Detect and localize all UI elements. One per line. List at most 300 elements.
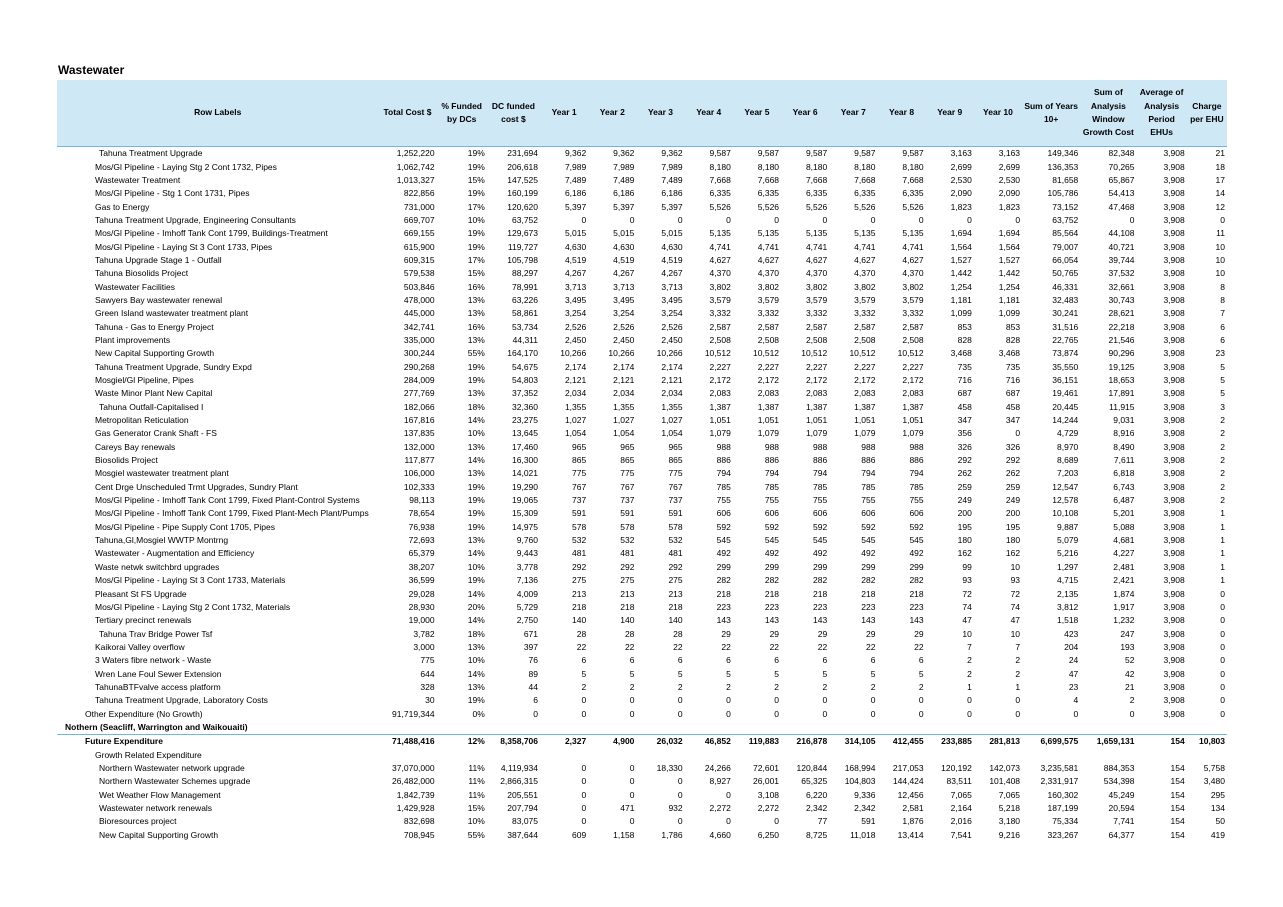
value-cell[interactable]: 1,079 xyxy=(757,428,780,439)
value-cell[interactable]: 2,034 xyxy=(613,388,635,399)
value-cell[interactable] xyxy=(926,748,974,761)
value-cell[interactable]: 0 xyxy=(1015,214,1021,225)
value-cell[interactable]: 6 xyxy=(629,655,635,666)
value-cell[interactable]: 0 xyxy=(581,708,587,719)
value-cell[interactable]: 3,908 xyxy=(1163,214,1185,225)
value-cell[interactable]: 347 xyxy=(957,415,972,426)
row-label[interactable]: New Capital Supporting Growth xyxy=(99,829,219,840)
value-cell[interactable]: 18 xyxy=(1215,161,1225,172)
value-cell[interactable]: 3,908 xyxy=(1163,188,1185,199)
value-cell[interactable]: 5 xyxy=(726,668,731,679)
value-cell[interactable]: 1 xyxy=(1015,681,1021,692)
value-cell[interactable]: 3,908 xyxy=(1163,375,1185,386)
value-cell[interactable]: 5,218 xyxy=(998,803,1021,814)
value-cell[interactable]: 223 xyxy=(861,601,876,612)
value-cell[interactable]: 0 xyxy=(1220,681,1225,692)
value-cell[interactable]: 72,601 xyxy=(753,762,780,773)
value-cell[interactable]: 445,000 xyxy=(403,308,435,319)
value-cell[interactable]: 0 xyxy=(581,776,587,787)
value-cell[interactable]: 231,694 xyxy=(507,148,539,159)
value-cell[interactable]: 6,186 xyxy=(613,188,635,199)
value-cell[interactable]: 11,018 xyxy=(850,829,876,840)
value-cell[interactable]: 37,532 xyxy=(1108,268,1135,279)
row-label[interactable]: Gas to Energy xyxy=(95,201,150,212)
value-cell[interactable]: 1,254 xyxy=(950,281,972,292)
value-cell[interactable]: 70,265 xyxy=(1108,161,1135,172)
value-cell[interactable]: 1,527 xyxy=(998,254,1021,265)
value-cell[interactable]: 117,877 xyxy=(404,455,435,466)
value-cell[interactable]: 2,331,917 xyxy=(1040,776,1079,787)
value-cell[interactable]: 10,803 xyxy=(1187,735,1227,749)
value-cell[interactable]: 886 xyxy=(861,455,876,466)
value-cell[interactable]: 22 xyxy=(576,641,587,652)
value-cell[interactable]: 129,673 xyxy=(507,228,539,239)
value-cell[interactable]: 0 xyxy=(774,708,780,719)
value-cell[interactable]: 12,456 xyxy=(897,789,924,800)
value-cell[interactable]: 3,908 xyxy=(1163,161,1185,172)
value-cell[interactable]: 1,876 xyxy=(902,816,924,827)
value-cell[interactable]: 965 xyxy=(572,441,587,452)
value-cell[interactable]: 0 xyxy=(774,214,780,225)
value-cell[interactable]: 5 xyxy=(1220,375,1225,386)
value-cell[interactable]: 2,227 xyxy=(757,361,780,372)
row-label[interactable]: Mos/Gl Pipeline - Laying St 3 Cont 1733, Pipes xyxy=(95,241,273,252)
value-cell[interactable]: 295 xyxy=(1210,789,1225,800)
value-cell[interactable]: 262 xyxy=(957,468,972,479)
value-cell[interactable]: 6 xyxy=(1220,334,1225,345)
value-cell[interactable]: 20,594 xyxy=(1108,803,1135,814)
value-cell[interactable]: 1,027 xyxy=(661,415,683,426)
value-cell[interactable]: 23 xyxy=(1215,348,1225,359)
value-cell[interactable]: 13% xyxy=(467,441,485,452)
value-cell[interactable]: 292 xyxy=(668,561,683,572)
value-cell[interactable]: 7,489 xyxy=(613,174,635,185)
value-cell[interactable]: 6 xyxy=(774,655,780,666)
value-cell[interactable]: 10 xyxy=(962,628,972,639)
value-cell[interactable]: 1,079 xyxy=(902,428,924,439)
value-cell[interactable]: 5,135 xyxy=(805,228,828,239)
row-label[interactable]: Tahuna Trav Bridge Power Tsf xyxy=(99,628,213,639)
value-cell[interactable]: 853 xyxy=(1005,321,1021,332)
value-cell[interactable]: 47 xyxy=(1010,615,1021,626)
row-label[interactable]: Tahuna Treatment Upgrade xyxy=(99,148,203,159)
value-cell[interactable]: 164,170 xyxy=(507,348,539,359)
value-cell[interactable]: 10 xyxy=(1010,561,1021,572)
value-cell[interactable]: 3,908 xyxy=(1163,254,1185,265)
value-cell[interactable]: 2,172 xyxy=(709,375,731,386)
value-cell[interactable]: 200 xyxy=(957,508,972,519)
value-cell[interactable]: 223 xyxy=(909,601,924,612)
value-cell[interactable]: 19% xyxy=(467,375,485,386)
value-cell[interactable]: 7,203 xyxy=(1057,468,1079,479)
value-cell[interactable]: 292 xyxy=(1005,455,1021,466)
value-cell[interactable]: 8,358,706 xyxy=(487,735,540,749)
value-cell[interactable]: 15% xyxy=(467,174,485,185)
value-cell[interactable]: 218 xyxy=(764,588,780,599)
value-cell[interactable]: 14% xyxy=(467,415,485,426)
value-cell[interactable]: 591 xyxy=(572,508,587,519)
value-cell[interactable]: 3,579 xyxy=(902,294,924,305)
value-cell[interactable]: 213 xyxy=(620,588,635,599)
value-cell[interactable]: 55% xyxy=(467,348,485,359)
value-cell[interactable]: 5,216 xyxy=(1057,548,1079,559)
value-cell[interactable]: 356 xyxy=(957,428,972,439)
value-cell[interactable]: 578 xyxy=(668,521,683,532)
column-header[interactable]: Year 2 xyxy=(588,80,636,147)
value-cell[interactable]: 988 xyxy=(716,441,731,452)
value-cell[interactable]: 7 xyxy=(1015,641,1021,652)
value-cell[interactable]: 794 xyxy=(861,468,876,479)
value-cell[interactable]: 5 xyxy=(870,668,876,679)
value-cell[interactable]: 3,908 xyxy=(1163,521,1185,532)
value-cell[interactable]: 2,034 xyxy=(564,388,587,399)
value-cell[interactable]: 23,275 xyxy=(512,415,539,426)
value-cell[interactable]: 76,938 xyxy=(408,521,435,532)
value-cell[interactable]: 12,547 xyxy=(1052,481,1079,492)
value-cell[interactable]: 55% xyxy=(467,829,485,840)
value-cell[interactable]: 0 xyxy=(677,776,683,787)
value-cell[interactable]: 0 xyxy=(822,708,828,719)
value-cell[interactable]: 9,336 xyxy=(854,789,876,800)
value-cell[interactable]: 1 xyxy=(1220,521,1225,532)
row-label[interactable]: Tahuna Treatment Upgrade, Sundry Expd xyxy=(95,361,252,372)
value-cell[interactable]: 785 xyxy=(861,481,876,492)
value-cell[interactable]: 2,083 xyxy=(854,388,876,399)
value-cell[interactable] xyxy=(487,721,540,735)
value-cell[interactable]: 3,802 xyxy=(805,281,828,292)
value-cell[interactable]: 578 xyxy=(620,521,635,532)
value-cell[interactable]: 8,180 xyxy=(805,161,828,172)
value-cell[interactable]: 5,397 xyxy=(661,201,683,212)
value-cell[interactable]: 6,487 xyxy=(1113,495,1135,506)
value-cell[interactable]: 19,000 xyxy=(408,615,435,626)
value-cell[interactable]: 106,000 xyxy=(403,468,435,479)
value-cell[interactable]: 3,908 xyxy=(1163,495,1185,506)
value-cell[interactable]: 3,713 xyxy=(564,281,587,292)
value-cell[interactable]: 2,508 xyxy=(854,334,876,345)
value-cell[interactable]: 292 xyxy=(620,561,635,572)
value-cell[interactable]: 28 xyxy=(624,628,635,639)
value-cell[interactable]: 2,866,315 xyxy=(500,776,539,787)
value-cell[interactable]: 4,741 xyxy=(902,241,924,252)
value-cell[interactable]: 19,461 xyxy=(1052,388,1079,399)
value-cell[interactable]: 18% xyxy=(467,628,485,639)
value-cell[interactable]: 2 xyxy=(967,668,972,679)
value-cell[interactable]: 30,743 xyxy=(1108,294,1135,305)
value-cell[interactable] xyxy=(588,748,636,761)
value-cell[interactable]: 1,079 xyxy=(805,428,828,439)
value-cell[interactable]: 13% xyxy=(467,294,485,305)
value-cell[interactable]: 2 xyxy=(581,681,587,692)
value-cell[interactable]: 32,661 xyxy=(1108,281,1135,292)
value-cell[interactable]: 737 xyxy=(572,495,587,506)
value-cell[interactable]: 7,065 xyxy=(950,789,972,800)
value-cell[interactable]: 5,526 xyxy=(805,201,828,212)
value-cell[interactable]: 299 xyxy=(813,561,828,572)
value-cell[interactable]: 0 xyxy=(581,214,587,225)
value-cell[interactable]: 1,564 xyxy=(998,241,1021,252)
value-cell[interactable]: 14 xyxy=(1215,188,1225,199)
value-cell[interactable]: 785 xyxy=(716,481,731,492)
value-cell[interactable]: 1,051 xyxy=(854,415,876,426)
value-cell[interactable]: 14,244 xyxy=(1052,415,1079,426)
value-cell[interactable]: 644 xyxy=(420,668,435,679)
value-cell[interactable]: 85,564 xyxy=(1052,228,1079,239)
value-cell[interactable]: 988 xyxy=(764,441,780,452)
value-cell[interactable]: 143 xyxy=(716,615,731,626)
row-label[interactable]: Mos/Gl Pipeline - Imhoff Tank Cont 1799, Fixed Plant-Mech Plant/Pumps xyxy=(95,508,369,519)
value-cell[interactable]: 10% xyxy=(467,214,485,225)
value-cell[interactable]: 35,550 xyxy=(1052,361,1079,372)
value-cell[interactable]: 2,526 xyxy=(564,321,587,332)
value-cell[interactable]: 1,027 xyxy=(564,415,587,426)
value-cell[interactable]: 737 xyxy=(620,495,635,506)
value-cell[interactable]: 592 xyxy=(764,521,780,532)
value-cell[interactable]: 4,729 xyxy=(1057,428,1079,439)
row-label[interactable]: Wastewater Facilities xyxy=(95,281,175,292)
row-label[interactable]: New Capital Supporting Growth xyxy=(95,348,215,359)
value-cell[interactable]: 168,994 xyxy=(844,762,876,773)
value-cell[interactable]: 545 xyxy=(861,535,876,546)
value-cell[interactable] xyxy=(540,721,588,735)
value-cell[interactable]: 7,668 xyxy=(902,174,924,185)
value-cell[interactable]: 37,070,000 xyxy=(392,762,435,773)
value-cell[interactable]: 16,300 xyxy=(512,455,539,466)
row-label[interactable]: 3 Waters fibre network - Waste xyxy=(95,655,212,666)
value-cell[interactable] xyxy=(1080,748,1136,761)
value-cell[interactable]: 2 xyxy=(726,681,731,692)
value-cell[interactable]: 3,235,581 xyxy=(1040,762,1079,773)
value-cell[interactable]: 259 xyxy=(1005,481,1021,492)
value-cell[interactable]: 22 xyxy=(673,641,683,652)
value-cell[interactable]: 180 xyxy=(957,535,972,546)
value-cell[interactable]: 3,908 xyxy=(1163,401,1185,412)
value-cell[interactable]: 3,908 xyxy=(1163,201,1185,212)
row-label[interactable]: Northern Wastewater Schemes upgrade xyxy=(99,776,251,787)
value-cell[interactable]: 481 xyxy=(620,548,635,559)
value-cell[interactable]: 3,495 xyxy=(564,294,587,305)
value-cell[interactable]: 21,546 xyxy=(1108,334,1135,345)
value-cell[interactable]: 3,579 xyxy=(805,294,828,305)
value-cell[interactable]: 828 xyxy=(957,334,972,345)
value-cell[interactable]: 0 xyxy=(1015,708,1021,719)
value-cell[interactable]: 3,332 xyxy=(805,308,828,319)
value-cell[interactable]: 213 xyxy=(668,588,683,599)
value-cell[interactable]: 2,450 xyxy=(613,334,635,345)
value-cell[interactable]: 44,311 xyxy=(512,334,539,345)
value-cell[interactable]: 4,267 xyxy=(613,268,635,279)
value-cell[interactable] xyxy=(1137,721,1187,735)
value-cell[interactable]: 1 xyxy=(1220,548,1225,559)
value-cell[interactable]: 4,715 xyxy=(1057,575,1079,586)
row-label[interactable]: Northern Wastewater network upgrade xyxy=(99,762,245,773)
value-cell[interactable]: 3,908 xyxy=(1163,228,1185,239)
value-cell[interactable]: 3,908 xyxy=(1163,174,1185,185)
value-cell[interactable]: 578 xyxy=(572,521,587,532)
value-cell[interactable]: 299 xyxy=(909,561,924,572)
value-cell[interactable]: 89 xyxy=(528,668,539,679)
value-cell[interactable]: 54,675 xyxy=(512,361,539,372)
value-cell[interactable]: 73,152 xyxy=(1052,201,1079,212)
value-cell[interactable]: 6 xyxy=(581,655,587,666)
value-cell[interactable]: 29 xyxy=(865,628,876,639)
row-label[interactable]: Wastewater Treatment xyxy=(95,174,181,185)
value-cell[interactable]: 4,009 xyxy=(516,588,539,599)
value-cell[interactable]: 886 xyxy=(909,455,924,466)
value-cell[interactable]: 775 xyxy=(620,468,635,479)
value-cell[interactable]: 2,174 xyxy=(661,361,683,372)
value-cell[interactable]: 2,090 xyxy=(998,188,1021,199)
column-header[interactable]: Year 3 xyxy=(636,80,684,147)
value-cell[interactable]: 785 xyxy=(909,481,924,492)
value-cell[interactable]: 10% xyxy=(467,428,485,439)
column-header[interactable]: Total Cost $ xyxy=(378,80,436,147)
value-cell[interactable]: 105,786 xyxy=(1047,188,1079,199)
value-cell[interactable]: 4,741 xyxy=(805,241,828,252)
value-cell[interactable]: 0 xyxy=(1220,588,1225,599)
value-cell[interactable]: 22 xyxy=(817,641,828,652)
value-cell[interactable]: 19% xyxy=(467,161,485,172)
value-cell[interactable]: 24 xyxy=(1068,655,1079,666)
value-cell[interactable]: 36,599 xyxy=(408,575,435,586)
value-cell[interactable]: 2,450 xyxy=(564,334,587,345)
value-cell[interactable]: 31,516 xyxy=(1052,321,1079,332)
value-cell[interactable]: 1,099 xyxy=(950,308,972,319)
value-cell[interactable]: 0 xyxy=(581,762,587,773)
value-cell[interactable]: 8,916 xyxy=(1113,428,1135,439)
value-cell[interactable]: 15% xyxy=(467,268,485,279)
value-cell[interactable]: 534,398 xyxy=(1103,776,1135,787)
value-cell[interactable]: 7,989 xyxy=(613,161,635,172)
value-cell[interactable]: 44,108 xyxy=(1108,228,1135,239)
value-cell[interactable] xyxy=(974,748,1022,761)
value-cell[interactable]: 6 xyxy=(677,655,683,666)
value-cell[interactable]: 143 xyxy=(909,615,924,626)
value-cell[interactable]: 78,991 xyxy=(512,281,539,292)
value-cell[interactable]: 755 xyxy=(813,495,828,506)
value-cell[interactable] xyxy=(877,748,925,761)
value-cell[interactable]: 2,526 xyxy=(613,321,635,332)
value-cell[interactable]: 5 xyxy=(774,668,780,679)
value-cell[interactable]: 32,483 xyxy=(1052,294,1079,305)
row-label[interactable]: Wren Lane Foul Sewer Extension xyxy=(95,668,222,679)
value-cell[interactable]: 7,741 xyxy=(1113,816,1135,827)
value-cell[interactable]: 8,180 xyxy=(854,161,876,172)
value-cell[interactable]: 65,379 xyxy=(408,548,435,559)
value-cell[interactable]: 218 xyxy=(716,588,731,599)
value-cell[interactable]: 0 xyxy=(629,695,635,706)
value-cell[interactable]: 9,443 xyxy=(516,548,539,559)
value-cell[interactable]: 2,034 xyxy=(661,388,683,399)
value-cell[interactable]: 2,227 xyxy=(854,361,876,372)
value-cell[interactable]: 2,172 xyxy=(805,375,828,386)
value-cell[interactable]: 716 xyxy=(1005,375,1021,386)
value-cell[interactable]: 3,908 xyxy=(1163,441,1185,452)
value-cell[interactable]: 42 xyxy=(1125,668,1135,679)
value-cell[interactable]: 187,199 xyxy=(1047,803,1079,814)
value-cell[interactable]: 2 xyxy=(1220,428,1225,439)
value-cell[interactable]: 6,818 xyxy=(1113,468,1135,479)
value-cell[interactable]: 22,765 xyxy=(1052,334,1079,345)
value-cell[interactable] xyxy=(685,721,733,735)
value-cell[interactable]: 2,587 xyxy=(709,321,731,332)
value-cell[interactable]: 5,526 xyxy=(757,201,780,212)
value-cell[interactable] xyxy=(1022,748,1080,761)
value-cell[interactable]: 0 xyxy=(581,803,587,814)
value-cell[interactable]: 23 xyxy=(1068,681,1079,692)
value-cell[interactable]: 3,908 xyxy=(1163,641,1185,652)
value-cell[interactable]: 5,758 xyxy=(1203,762,1225,773)
value-cell[interactable]: 5 xyxy=(1220,361,1225,372)
value-cell[interactable]: 2,450 xyxy=(661,334,683,345)
value-cell[interactable]: 299 xyxy=(861,561,876,572)
value-cell[interactable]: 299 xyxy=(716,561,731,572)
value-cell[interactable]: 5 xyxy=(581,668,587,679)
value-cell[interactable]: 1 xyxy=(1220,575,1225,586)
value-cell[interactable]: 21 xyxy=(1125,681,1135,692)
value-cell[interactable]: 423 xyxy=(1064,628,1079,639)
value-cell[interactable]: 615,900 xyxy=(403,241,435,252)
value-cell[interactable]: 4,630 xyxy=(613,241,635,252)
value-cell[interactable]: 22 xyxy=(721,641,731,652)
value-cell[interactable]: 11% xyxy=(468,776,485,787)
value-cell[interactable]: 9,887 xyxy=(1057,521,1079,532)
value-cell[interactable]: 26,001 xyxy=(753,776,780,787)
value-cell[interactable]: 247 xyxy=(1120,628,1135,639)
value-cell[interactable]: 5,526 xyxy=(854,201,876,212)
value-cell[interactable]: 162 xyxy=(1005,548,1021,559)
value-cell[interactable]: 3,468 xyxy=(998,348,1021,359)
value-cell[interactable]: 30,241 xyxy=(1052,308,1079,319)
value-cell[interactable]: 1,786 xyxy=(661,829,683,840)
value-cell[interactable]: 14% xyxy=(467,615,485,626)
value-cell[interactable]: 335,000 xyxy=(403,334,435,345)
value-cell[interactable]: 13,645 xyxy=(512,428,539,439)
value-cell[interactable]: 90,296 xyxy=(1108,348,1135,359)
value-cell[interactable]: 412,455 xyxy=(877,735,925,749)
value-cell[interactable]: 5,526 xyxy=(709,201,731,212)
value-cell[interactable]: 4,660 xyxy=(709,829,731,840)
value-cell[interactable]: 26,482,000 xyxy=(392,776,435,787)
value-cell[interactable]: 886 xyxy=(764,455,780,466)
value-cell[interactable]: 2,272 xyxy=(709,803,731,814)
value-cell[interactable]: 397 xyxy=(523,641,539,652)
value-cell[interactable]: 105,798 xyxy=(507,254,539,265)
value-cell[interactable]: 0 xyxy=(870,214,876,225)
value-cell[interactable]: 6,186 xyxy=(564,188,587,199)
value-cell[interactable]: 4,370 xyxy=(757,268,780,279)
value-cell[interactable]: 2,342 xyxy=(805,803,828,814)
value-cell[interactable]: 3,254 xyxy=(613,308,635,319)
column-header[interactable]: Year 4 xyxy=(685,80,733,147)
value-cell[interactable]: 9,362 xyxy=(661,148,683,159)
value-cell[interactable]: 591 xyxy=(620,508,635,519)
value-cell[interactable]: 28 xyxy=(673,628,683,639)
value-cell[interactable]: 2 xyxy=(1220,481,1225,492)
value-cell[interactable]: 66,054 xyxy=(1052,254,1079,265)
value-cell[interactable]: 74 xyxy=(962,601,972,612)
value-cell[interactable]: 3,908 xyxy=(1163,428,1185,439)
row-label[interactable]: Tahuna Outfall-Capitalised I xyxy=(99,401,204,412)
value-cell[interactable]: 120,620 xyxy=(507,201,539,212)
column-header[interactable]: Year 8 xyxy=(877,80,925,147)
value-cell[interactable]: 46,852 xyxy=(685,735,733,749)
value-cell[interactable]: 82,348 xyxy=(1108,148,1135,159)
value-cell[interactable]: 2,164 xyxy=(950,803,972,814)
value-cell[interactable]: 44 xyxy=(528,681,539,692)
value-cell[interactable]: 3,802 xyxy=(902,281,924,292)
value-cell[interactable]: 4,519 xyxy=(613,254,635,265)
